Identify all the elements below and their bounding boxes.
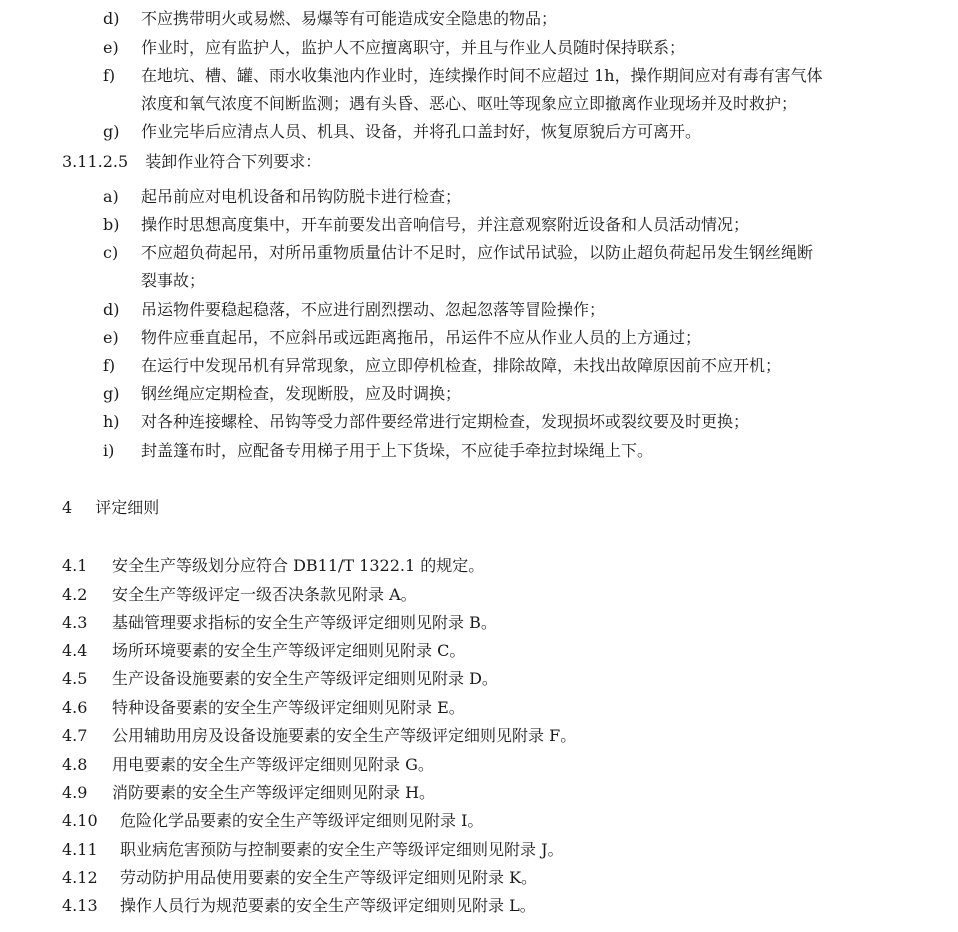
list-marker: i) [103,441,115,460]
clause-text: 公用辅助用房及设备设施要素的安全生产等级评定细则见附录 F。 [112,726,577,745]
clause-number: 4.9 [62,783,88,802]
list-item-text: 钢丝绳应定期检查，发现断股，应及时调换； [141,384,462,403]
clause-text: 安全生产等级评定一级否决条款见附录 A。 [112,585,417,604]
list-item [103,35,685,60]
clause-item [62,638,465,663]
list-marker: g) [103,122,120,141]
clause-text: 职业病危害预防与控制要素的安全生产等级评定细则见附录 J。 [120,840,564,859]
clause-item [62,666,498,691]
clause-text: 操作人员行为规范要素的安全生产等级评定细则见附录 L。 [120,896,536,915]
clause-number: 4.2 [62,585,88,604]
clause-item [62,780,435,805]
clause-text: 劳动防护用品使用要素的安全生产等级评定细则见附录 K。 [120,868,538,887]
clause-number: 4.4 [62,641,88,660]
list-marker: e) [103,328,119,347]
section-heading [62,495,159,520]
list-marker: b) [103,215,120,234]
list-marker: h) [103,412,120,431]
list-item-text: 对各种连接螺栓、吊钩等受力部件要经常进行定期检查，发现损坏或裂纹要及时更换； [141,412,750,431]
list-marker: f) [103,356,116,375]
list-item-text: 作业时，应有监护人，监护人不应擅离职守，并且与作业人员随时保持联系； [141,38,686,57]
clause-text: 生产设备设施要素的安全生产等级评定细则见附录 D。 [112,669,498,688]
list-item-text: 作业完毕后应清点人员、机具、设备，并将孔口盖封好，恢复原貌后方可离开。 [141,122,702,141]
clause-text: 危险化学品要素的安全生产等级评定细则见附录 I。 [120,811,484,830]
clause-number: 4.6 [62,698,88,717]
list-item-text: 在地坑、槽、罐、雨水收集池内作业时，连续操作时间不应超过 1h，操作期间应对有毒有害气体 [141,66,823,85]
section-number: 4 [62,498,73,517]
list-item-text: 物件应垂直起吊，不应斜吊或远距离拖吊，吊运件不应从作业人员的上方通过； [141,328,702,347]
clause-text: 安全生产等级划分应符合 DB11/T 1322.1 的规定。 [112,556,485,575]
clause-text: 场所环境要素的安全生产等级评定细则见附录 C。 [112,641,466,660]
list-item [103,409,749,434]
list-marker: f) [103,66,116,85]
clause-item [62,865,537,890]
list-item-continuation [141,268,205,293]
list-item-text: 操作时思想高度集中，开车前要发出音响信号，并注意观察附近设备和人员活动情况； [141,215,750,234]
section-title: 评定细则 [95,498,160,517]
clause-number: 4.8 [62,755,88,774]
section-title: 装卸作业符合下列要求： [145,152,322,171]
clause-number: 4.3 [62,613,88,632]
clause-number: 4.1 [62,556,88,575]
clause-item [62,752,434,777]
list-item [103,6,557,31]
clause-item [62,723,576,748]
list-item [103,184,461,209]
clause-number: 4.11 [62,840,98,859]
list-item-continuation [141,91,797,116]
list-item [103,240,813,265]
clause-text: 用电要素的安全生产等级评定细则见附录 G。 [112,755,434,774]
list-marker: c) [103,243,119,262]
list-marker: d) [103,300,120,319]
list-item [103,353,781,378]
list-item-text: 不应携带明火或易燃、易爆等有可能造成安全隐患的物品； [141,9,558,28]
list-item-text: 裂事故； [141,271,206,290]
list-item [103,381,461,406]
section-number: 3.11.2.5 [62,152,129,171]
list-item-text: 封盖篷布时，应配备专用梯子用于上下货垛，不应徒手牵拉封垛绳上下。 [141,441,654,460]
list-item [103,63,823,88]
clause-number: 4.5 [62,669,88,688]
clause-item [62,610,497,635]
clause-item [62,553,484,578]
list-item [103,325,701,350]
clause-text: 特种设备要素的安全生产等级评定细则见附录 E。 [112,698,465,717]
clause-number: 4.10 [62,811,98,830]
list-item-text: 吊运物件要稳起稳落，不应进行剧烈摆动、忽起忽落等冒险操作； [141,300,606,319]
clause-text: 消防要素的安全生产等级评定细则见附录 H。 [112,783,436,802]
list-item-text: 起吊前应对电机设备和吊钩防脱卡进行检查； [141,187,462,206]
list-item [103,438,653,463]
section-heading [62,149,321,174]
clause-number: 4.12 [62,868,98,887]
list-marker: e) [103,38,119,57]
clause-item [62,893,536,918]
clause-text: 基础管理要求指标的安全生产等级评定细则见附录 B。 [112,613,497,632]
list-marker: g) [103,384,120,403]
clause-item [62,695,465,720]
clause-number: 4.13 [62,896,98,915]
clause-item [62,837,564,862]
list-item [103,119,701,144]
clause-item [62,582,417,607]
list-item-text: 在运行中发现吊机有异常现象，应立即停机检查，排除故障，未找出故障原因前不应开机； [141,356,782,375]
clause-number: 4.7 [62,726,88,745]
clause-item [62,808,483,833]
list-item-text: 浓度和氧气浓度不间断监测；遇有头昏、恶心、呕吐等现象应立即撤离作业现场并及时救护； [141,94,798,113]
list-item [103,212,749,237]
list-item [103,297,605,322]
list-marker: d) [103,9,120,28]
list-item-text: 不应超负荷起吊，对所吊重物质量估计不足时，应作试吊试验，以防止超负荷起吊发生钢丝绳断 [141,243,814,262]
list-marker: a) [103,187,119,206]
